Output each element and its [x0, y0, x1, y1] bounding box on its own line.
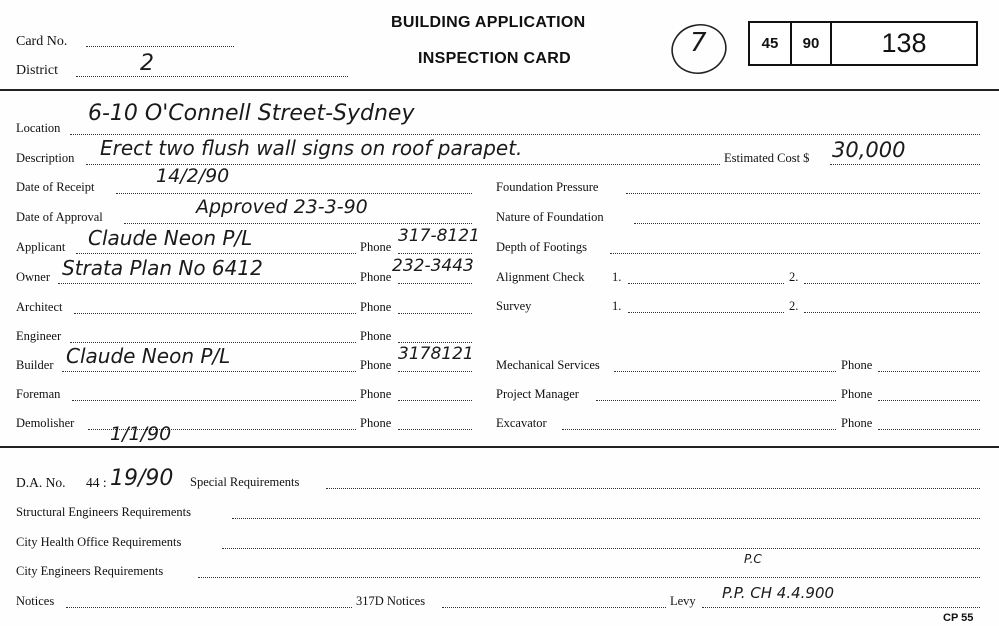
foreman-line	[72, 400, 356, 401]
engineer-label: Engineer	[16, 329, 62, 343]
notices-317d-line	[442, 607, 666, 608]
engineer-phone-label: Phone	[360, 329, 392, 343]
title-line-1: BUILDING APPLICATION	[391, 14, 586, 31]
structural-line	[232, 518, 980, 519]
engineer-line	[70, 342, 356, 343]
notices-line	[66, 607, 352, 608]
demolisher-phone-line	[398, 429, 472, 430]
architect-phone-label: Phone	[360, 300, 392, 314]
estimated-cost-value: 30,000	[832, 138, 906, 162]
pm-label: Project Manager	[496, 387, 579, 401]
owner-phone-value: 232-3443	[392, 256, 474, 276]
mech-line	[614, 371, 836, 372]
estimated-cost-line	[830, 164, 980, 165]
applicant-phone-line	[398, 253, 472, 254]
date-approval-label: Date of Approval	[16, 210, 103, 224]
description-label: Description	[16, 151, 75, 165]
district-value: 2	[140, 51, 154, 76]
location-line	[70, 134, 980, 135]
pm-phone-line	[878, 400, 980, 401]
depth-footings-line	[610, 253, 980, 254]
owner-phone-label: Phone	[360, 270, 392, 284]
builder-phone-value: 3178121	[398, 344, 474, 364]
alignment-2-line	[804, 283, 980, 284]
nature-foundation-line	[634, 223, 980, 224]
builder-line	[62, 371, 356, 372]
special-line	[326, 488, 980, 489]
alignment-1-label: 1.	[612, 270, 622, 284]
da-prefix: 44 :	[86, 475, 107, 490]
foreman-phone-line	[398, 400, 472, 401]
applicant-label: Applicant	[16, 240, 66, 254]
survey-label: Survey	[496, 299, 532, 313]
header-divider	[0, 89, 999, 91]
excavator-line	[562, 429, 836, 430]
pm-phone-label: Phone	[841, 387, 873, 401]
date-approval-value: Approved 23-3-90	[196, 196, 368, 218]
foreman-phone-label: Phone	[360, 387, 392, 401]
health-label: City Health Office Requirements	[16, 535, 182, 549]
special-label: Special Requirements	[190, 475, 300, 489]
owner-value: Strata Plan No 6412	[62, 256, 263, 280]
description-value: Erect two flush wall signs on roof parapet.	[100, 136, 523, 160]
pm-line	[596, 400, 836, 401]
excavator-phone-line	[878, 429, 980, 430]
levy-line	[702, 607, 980, 608]
levy-label: Levy	[670, 594, 696, 608]
date-receipt-line	[116, 193, 472, 194]
excavator-label: Excavator	[496, 416, 547, 430]
card-number-box	[748, 21, 978, 66]
owner-line	[58, 283, 356, 284]
alignment-2-label: 2.	[789, 270, 799, 284]
location-value: 6-10 O'Connell Street-Sydney	[88, 101, 415, 126]
stamp-note: 1/1/90	[110, 423, 172, 445]
architect-line	[74, 313, 356, 314]
builder-label: Builder	[16, 358, 54, 372]
date-receipt-label: Date of Receipt	[16, 180, 95, 194]
city-eng-label: City Engineers Requirements	[16, 564, 164, 578]
excavator-phone-label: Phone	[841, 416, 873, 430]
applicant-phone-label: Phone	[360, 240, 392, 254]
applicant-phone-value: 317-8121	[398, 226, 480, 246]
card-number: 138	[881, 28, 927, 58]
foundation-pressure-line	[626, 193, 980, 194]
survey-1-line	[628, 312, 784, 313]
da-value: 19/90	[110, 466, 174, 491]
form-code: CP 55	[943, 612, 974, 624]
health-line	[222, 548, 980, 549]
demolisher-label: Demolisher	[16, 416, 75, 430]
survey-1-label: 1.	[612, 299, 622, 313]
city-eng-note: P.C	[744, 552, 762, 566]
architect-label: Architect	[16, 300, 63, 314]
engineer-phone-line	[398, 342, 472, 343]
box-b: 90	[792, 23, 832, 64]
da-label: D.A. No.	[16, 475, 66, 490]
city-eng-line	[198, 577, 980, 578]
date-approval-line	[124, 223, 472, 224]
date-receipt-value: 14/2/90	[156, 165, 230, 187]
levy-value: P.P. CH 4.4.900	[722, 584, 835, 602]
card-no-line	[86, 46, 234, 47]
mech-phone-line	[878, 371, 980, 372]
foreman-label: Foreman	[16, 387, 61, 401]
survey-2-line	[804, 312, 980, 313]
estimated-cost-label: Estimated Cost $	[724, 151, 810, 165]
depth-footings-label: Depth of Footings	[496, 240, 587, 254]
notices-317d-label: 317D Notices	[356, 594, 426, 608]
location-label: Location	[16, 121, 61, 135]
alignment-1-line	[628, 283, 784, 284]
box-a: 45	[750, 23, 792, 64]
survey-2-label: 2.	[789, 299, 799, 313]
notices-label: Notices	[16, 594, 55, 608]
owner-phone-line	[398, 283, 472, 284]
district-line	[76, 76, 348, 77]
structural-label: Structural Engineers Requirements	[16, 505, 191, 519]
builder-phone-line	[398, 371, 472, 372]
applicant-line	[76, 253, 356, 254]
builder-phone-label: Phone	[360, 358, 392, 372]
mech-label: Mechanical Services	[496, 358, 600, 372]
card-no-label: Card No.	[16, 34, 68, 49]
title-line-2: INSPECTION CARD	[418, 50, 571, 67]
nature-foundation-label: Nature of Foundation	[496, 210, 604, 224]
owner-label: Owner	[16, 270, 51, 284]
district-label: District	[16, 63, 58, 78]
middle-divider	[0, 446, 999, 448]
alignment-label: Alignment Check	[496, 270, 585, 284]
architect-phone-line	[398, 313, 472, 314]
applicant-value: Claude Neon P/L	[88, 226, 253, 250]
foundation-pressure-label: Foundation Pressure	[496, 180, 599, 194]
circled-mark-value: 7	[690, 28, 707, 58]
builder-value: Claude Neon P/L	[66, 344, 231, 368]
demolisher-phone-label: Phone	[360, 416, 392, 430]
mech-phone-label: Phone	[841, 358, 873, 372]
